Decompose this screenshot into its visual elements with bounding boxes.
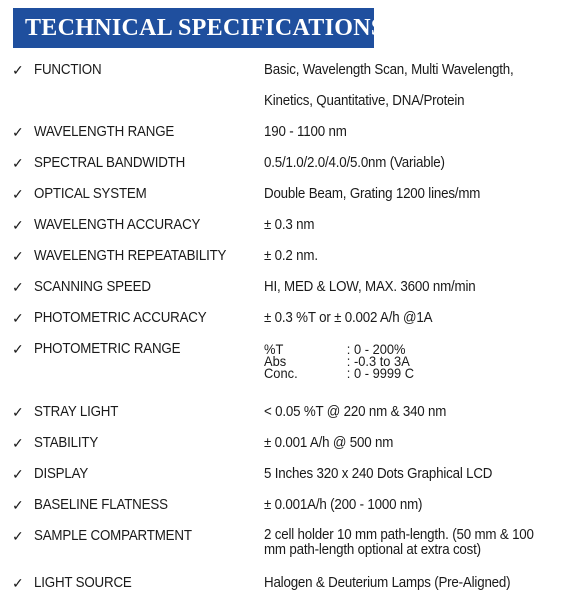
check-icon: ✓ [12,497,24,513]
range-key: Abs [264,353,287,369]
range-key: Conc. [264,365,298,381]
spec-value: < 0.05 %T @ 220 nm & 340 nm [264,404,447,420]
check-icon: ✓ [12,62,24,78]
spec-label: SCANNING SPEED [34,279,151,295]
spec-value: 190 - 1100 nm [264,124,347,140]
spec-value: ± 0.3 %T or ± 0.002 A/h @1A [264,310,433,326]
spec-label: WAVELENGTH REPEATABILITY [34,248,227,264]
spec-value: ± 0.2 nm. [264,248,318,264]
check-icon: ✓ [12,279,24,295]
check-icon: ✓ [12,435,24,451]
check-icon: ✓ [12,466,24,482]
spec-label: WAVELENGTH RANGE [34,124,175,140]
spec-value: Halogen & Deuterium Lamps (Pre-Aligned) [264,575,511,591]
spec-value: Kinetics, Quantitative, DNA/Protein [264,93,465,109]
spec-label: PHOTOMETRIC ACCURACY [34,310,207,326]
spec-value: HI, MED & LOW, MAX. 3600 nm/min [264,279,476,295]
spec-label: WAVELENGTH ACCURACY [34,217,201,233]
spec-value: Basic, Wavelength Scan, Multi Wavelength, [264,62,514,78]
spec-label: SPECTRAL BANDWIDTH [34,155,186,171]
section-title: TECHNICAL SPECIFICATIONS [25,14,385,41]
check-icon: ✓ [12,248,24,264]
range-value: : 0 - 200% [346,341,406,357]
check-icon: ✓ [12,155,24,171]
spec-label: DISPLAY [34,466,89,482]
check-icon: ✓ [12,124,24,140]
spec-label: LIGHT SOURCE [34,575,132,591]
spec-label: BASELINE FLATNESS [34,497,168,513]
spec-value: ± 0.001A/h (200 - 1000 nm) [264,497,423,513]
spec-value: 2 cell holder 10 mm path-length. (50 mm & 100 mm path-length optional at extra cost) [264,527,534,558]
spec-label: OPTICAL SYSTEM [34,186,147,202]
check-icon: ✓ [12,404,24,420]
check-icon: ✓ [12,186,24,202]
spec-value: ± 0.001 A/h @ 500 nm [264,435,394,451]
check-icon: ✓ [12,341,24,357]
range-key: %T [264,341,284,357]
photometric-range-table [264,343,414,379]
check-icon: ✓ [12,310,24,326]
spec-value: 0.5/1.0/2.0/4.0/5.0nm (Variable) [264,155,445,171]
spec-label: STRAY LIGHT [34,404,119,420]
spec-label: PHOTOMETRIC RANGE [34,341,181,357]
spec-value: ± 0.3 nm [264,217,315,233]
check-icon: ✓ [12,528,24,544]
section-header [13,8,385,48]
range-row [264,367,414,379]
check-icon: ✓ [12,217,24,233]
spec-value: 5 Inches 320 x 240 Dots Graphical LCD [264,466,493,482]
spec-label: STABILITY [34,435,99,451]
spec-label: SAMPLE COMPARTMENT [34,528,192,544]
spec-label: FUNCTION [34,62,102,78]
range-value: : 0 - 9999 C [346,365,415,381]
check-icon: ✓ [12,575,24,591]
range-value: : -0.3 to 3A [346,353,410,369]
spec-value: Double Beam, Grating 1200 lines/mm [264,186,481,202]
